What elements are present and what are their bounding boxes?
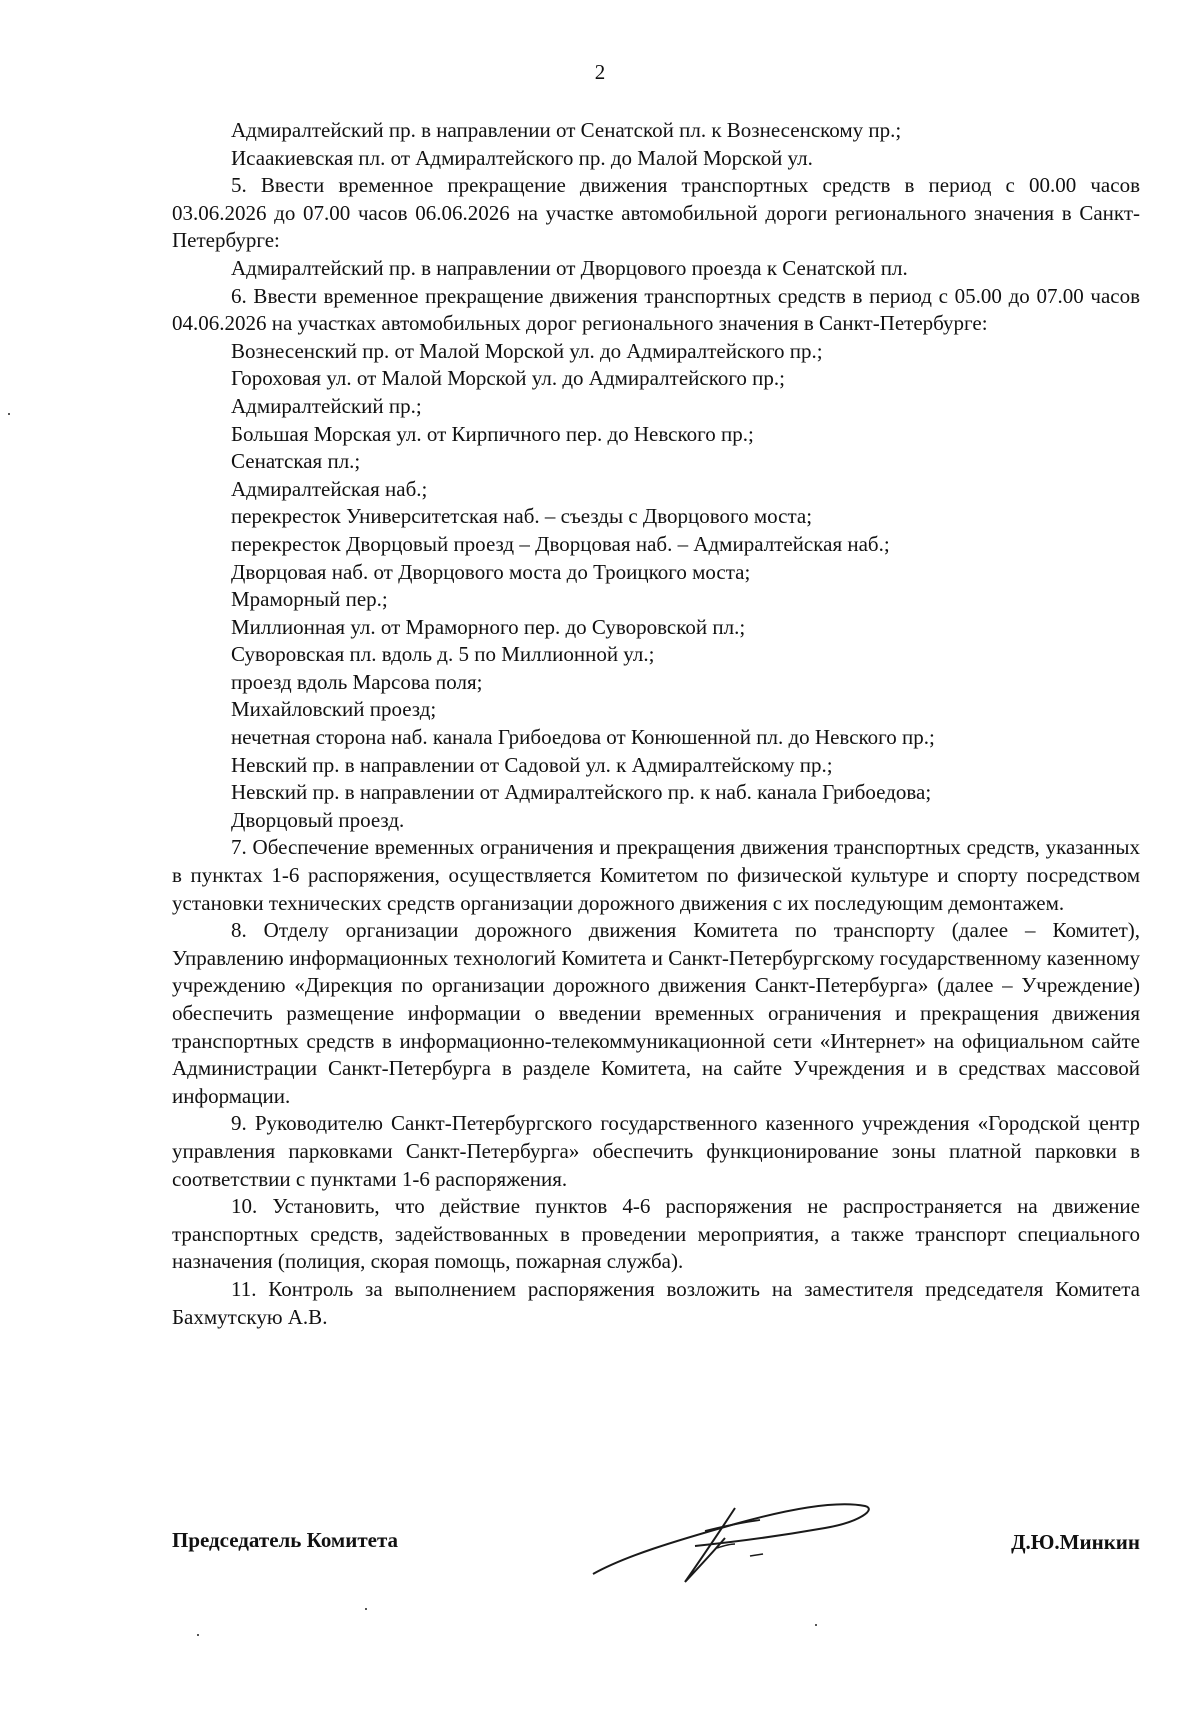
signatory-name: Д.Ю.Минкин: [1011, 1530, 1140, 1554]
road-line: Большая Морская ул. от Кирпичного пер. до Невского пр.;: [231, 421, 754, 446]
signature-block: [172, 1486, 1140, 1576]
road-line: Адмиралтейский пр. в направлении от Дворцового проезда к Сенатской пл.: [231, 255, 908, 280]
road-line: перекресток Дворцовый проезд – Дворцовая наб. – Адмиралтейская наб.;: [231, 531, 890, 556]
road-line: Сенатская пл.;: [231, 449, 361, 474]
road-line: Вознесенский пр. от Малой Морской ул. до Адмиралтейского пр.;: [231, 338, 823, 363]
road-line: Михайловский проезд;: [231, 697, 437, 722]
road-line: проезд вдоль Марсова поля;: [231, 669, 483, 694]
item-7-paragraph: 7. Обеспечение временных ограничения и прекращения движения транспортных средств, указанных в пунктах 1-6 распоряжения, осуществляется Комитетом по физической культуре и спорту посредством установки технических средств организации дорожного движения с их последующим демонтажем.: [172, 835, 1140, 915]
road-line: Исаакиевская пл. от Адмиралтейского пр. до Малой Морской ул.: [231, 145, 813, 170]
item-8-paragraph: 8. Отделу организации дорожного движения Комитета по транспорту (далее – Комитет), Управлению информационных технологий Комитета и Санкт-Петербургскому государственному казенному учреждению «Дирекция по организации дорожного движения Санкт-Петербурга» (далее – Учреждение) обеспечить размещение информации о введении временных ограничения и прекращения движения транспортных средств в информационно-телекоммуникационной сети «Интернет» на официальном сайте Администрации Санкт-Петербурга в разделе Комитета, на сайте Учреждения и в средствах массовой информации.: [172, 918, 1140, 1108]
road-line: Гороховая ул. от Малой Морской ул. до Адмиралтейского пр.;: [231, 366, 785, 391]
item-10-paragraph: 10. Установить, что действие пунктов 4-6 распоряжения не распространяется на движение транспортных средств, задействованных в проведении мероприятия, а также транспорт специального назначения (полиция, скорая помощь, пожарная служба).: [172, 1194, 1140, 1274]
road-line: перекресток Университетская наб. – съезды с Дворцового моста;: [231, 504, 813, 529]
road-line: Суворовская пл. вдоль д. 5 по Миллионной ул.;: [231, 642, 655, 667]
item-11-paragraph: 11. Контроль за выполнением распоряжения возложить на заместителя председателя Комитета Бахмутскую А.В.: [172, 1276, 1140, 1329]
item-9-paragraph: 9. Руководителю Санкт-Петербургского государственного казенного учреждения «Городской центр управления парковками Санкт-Петербурга» обеспечить функционирование зоны платной парковки в соответствии с пунктами 1-6 распоряжения.: [172, 1111, 1140, 1191]
road-line: Невский пр. в направлении от Садовой ул. к Адмиралтейскому пр.;: [231, 752, 833, 777]
road-line: Невский пр. в направлении от Адмиралтейского пр. к наб. канала Грибоедова;: [231, 780, 932, 805]
road-line: Дворцовый проезд.: [231, 807, 405, 832]
road-line: нечетная сторона наб. канала Грибоедова от Конюшенной пл. до Невского пр.;: [231, 725, 935, 750]
item-5-paragraph: 5. Ввести временное прекращение движения транспортных средств в период с 00.00 часов 03.06.2026 до 07.00 часов 06.06.2026 на участке автомобильной дороги регионального значения в Санкт-Петербурге:: [172, 173, 1140, 253]
scan-speck: [197, 1634, 199, 1636]
scan-speck: [8, 413, 10, 415]
handwritten-signature: [585, 1486, 885, 1596]
road-line: Адмиралтейский пр.;: [231, 393, 422, 418]
road-line: Дворцовая наб. от Дворцового моста до Троицкого моста;: [231, 559, 751, 584]
page-number: 2: [594, 60, 606, 84]
road-line: Адмиралтейская наб.;: [231, 476, 428, 501]
signatory-title: Председатель Комитета: [172, 1528, 399, 1552]
scan-speck: [815, 1624, 817, 1626]
road-line: Миллионная ул. от Мраморного пер. до Суворовской пл.;: [231, 614, 746, 639]
scan-speck: [365, 1608, 367, 1610]
item-6-paragraph: 6. Ввести временное прекращение движения транспортных средств в период с 05.00 до 07.00 часов 04.06.2026 на участках автомобильных дорог регионального значения в Санкт-Петербурге:: [172, 283, 1140, 336]
document-body: [172, 117, 1140, 1331]
road-line: Мраморный пер.;: [231, 587, 388, 612]
road-line: Адмиралтейский пр. в направлении от Сенатской пл. к Вознесенскому пр.;: [231, 118, 902, 142]
